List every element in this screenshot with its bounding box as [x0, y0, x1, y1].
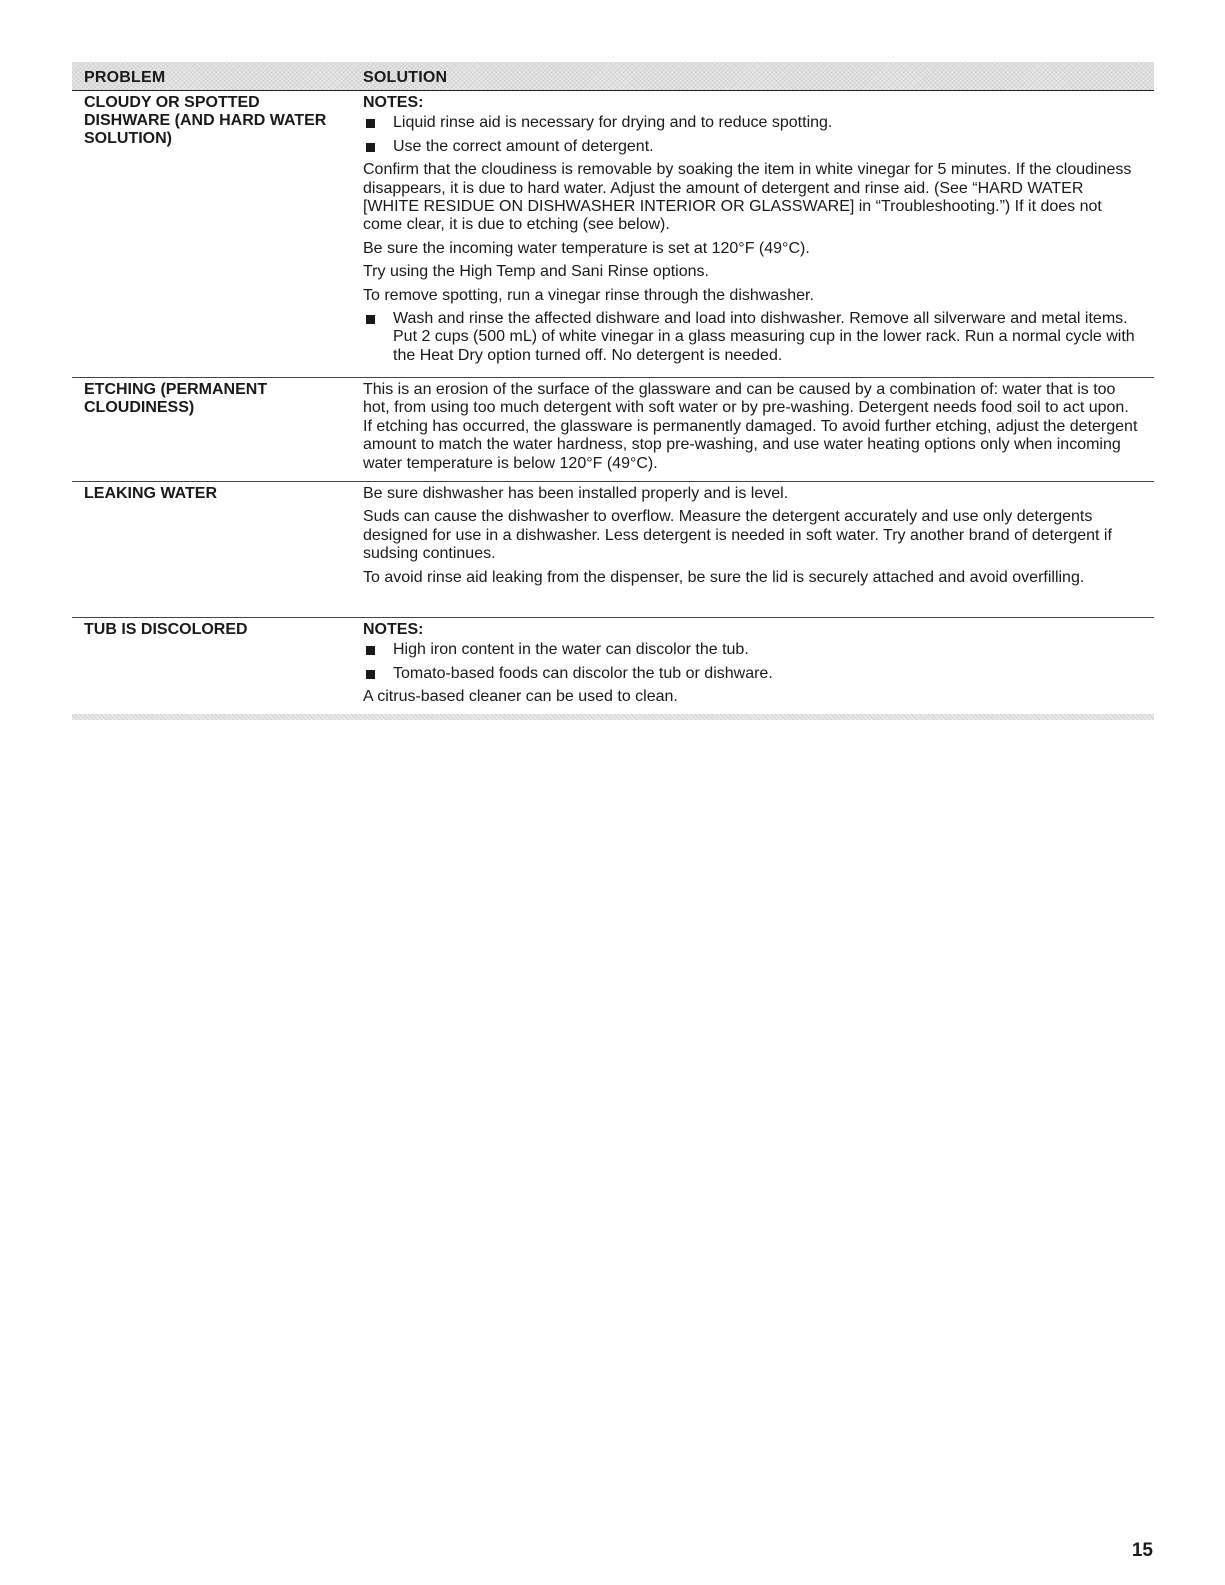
bullet-text: Wash and rinse the affected dishware and load into dishwasher. Remove all silverware and metal items. Put 2 cups (500 mL) of white vinegar in a glass measuring cup in the lower rack. Run a normal cycle with the Heat Dry option turned off. No detergent is needed.: [393, 310, 1135, 364]
solution-paragraph: Try using the High Temp and Sani Rinse options.: [363, 263, 709, 281]
bullet-item: [363, 310, 1142, 365]
problem-header: PROBLEM: [84, 69, 166, 86]
bullet-square-icon: [363, 641, 393, 659]
solution-cell: [349, 378, 1154, 481]
solution-paragraph: Suds can cause the dishwasher to overflow. Measure the detergent accurately and use only detergents designed for use in a dishwasher. Less detergent is needed in soft water. Try another brand of detergent if sudsing continues.: [363, 508, 1112, 563]
bullet-text: High iron content in the water can discolor the tub.: [393, 641, 749, 659]
table-header: [72, 62, 1154, 91]
problem-cell: ETCHING (PERMANENT CLOUDINESS): [84, 381, 268, 416]
bullet-item: [363, 641, 1142, 659]
solution-paragraph: To remove spotting, run a vinegar rinse through the dishwasher.: [363, 286, 814, 304]
table-row: [72, 618, 1154, 714]
bullet-square-icon: [363, 114, 393, 132]
notes-label: NOTES:: [363, 621, 424, 638]
notes-label: NOTES:: [363, 94, 424, 111]
page-number: 15: [1131, 1540, 1153, 1561]
bullet-item: [363, 138, 1142, 156]
troubleshooting-table: [72, 62, 1154, 720]
bullet-text: Liquid rinse aid is necessary for drying and to reduce spotting.: [393, 114, 833, 132]
problem-cell: LEAKING WATER: [84, 485, 218, 502]
bullet-text: Tomato-based foods can discolor the tub or dishware.: [393, 664, 773, 682]
table-row: [72, 378, 1154, 482]
table-bottom-band: [72, 714, 1154, 720]
table-row: [72, 91, 1154, 378]
solution-cell: [349, 91, 1154, 377]
bullet-square-icon: [363, 138, 393, 156]
table-row: [72, 482, 1154, 618]
solution-paragraph: To avoid rinse aid leaking from the dispenser, be sure the lid is securely attached and avoid overfilling.: [363, 568, 1085, 586]
bullet-square-icon: [363, 665, 393, 683]
bullet-item: [363, 665, 1142, 683]
problem-cell: CLOUDY OR SPOTTED DISHWARE (AND HARD WATER SOLUTION): [84, 94, 327, 147]
solution-paragraph: A citrus-based cleaner can be used to clean.: [363, 688, 678, 706]
problem-cell: TUB IS DISCOLORED: [84, 621, 248, 638]
solution-cell: [349, 482, 1154, 617]
solution-paragraph: This is an erosion of the surface of the glassware and can be caused by a combination of: water that is too hot, from using too much detergent with soft water or by pre-washing. Detergent needs food soil to act upon. If etching has occurred, the glassware is permanently damaged. To avoid further etching, adjust the detergent amount to match the water hardness, stop pre-washing, and use water heating options only when incoming water temperature is below 120°F (49°C).: [363, 381, 1138, 472]
solution-paragraph: Confirm that the cloudiness is removable by soaking the item in white vinegar for 5 minutes. If the cloudiness disappears, it is due to hard water. Adjust the amount of detergent and rinse aid. (See “HARD WATER [WHITE RESIDUE ON DISHWASHER INTERIOR OR GLASSWARE] in “Troubleshooting.”) If it does not come clear, it is due to etching (see below).: [363, 161, 1132, 234]
solution-header: SOLUTION: [363, 69, 448, 86]
solution-paragraph: Be sure the incoming water temperature is set at 120°F (49°C).: [363, 239, 810, 257]
bullet-text: Use the correct amount of detergent.: [393, 137, 654, 155]
solution-paragraph: Be sure dishwasher has been installed properly and is level.: [363, 485, 789, 502]
bullet-square-icon: [363, 310, 393, 365]
bullet-item: [363, 114, 1142, 132]
solution-cell: [349, 618, 1154, 714]
